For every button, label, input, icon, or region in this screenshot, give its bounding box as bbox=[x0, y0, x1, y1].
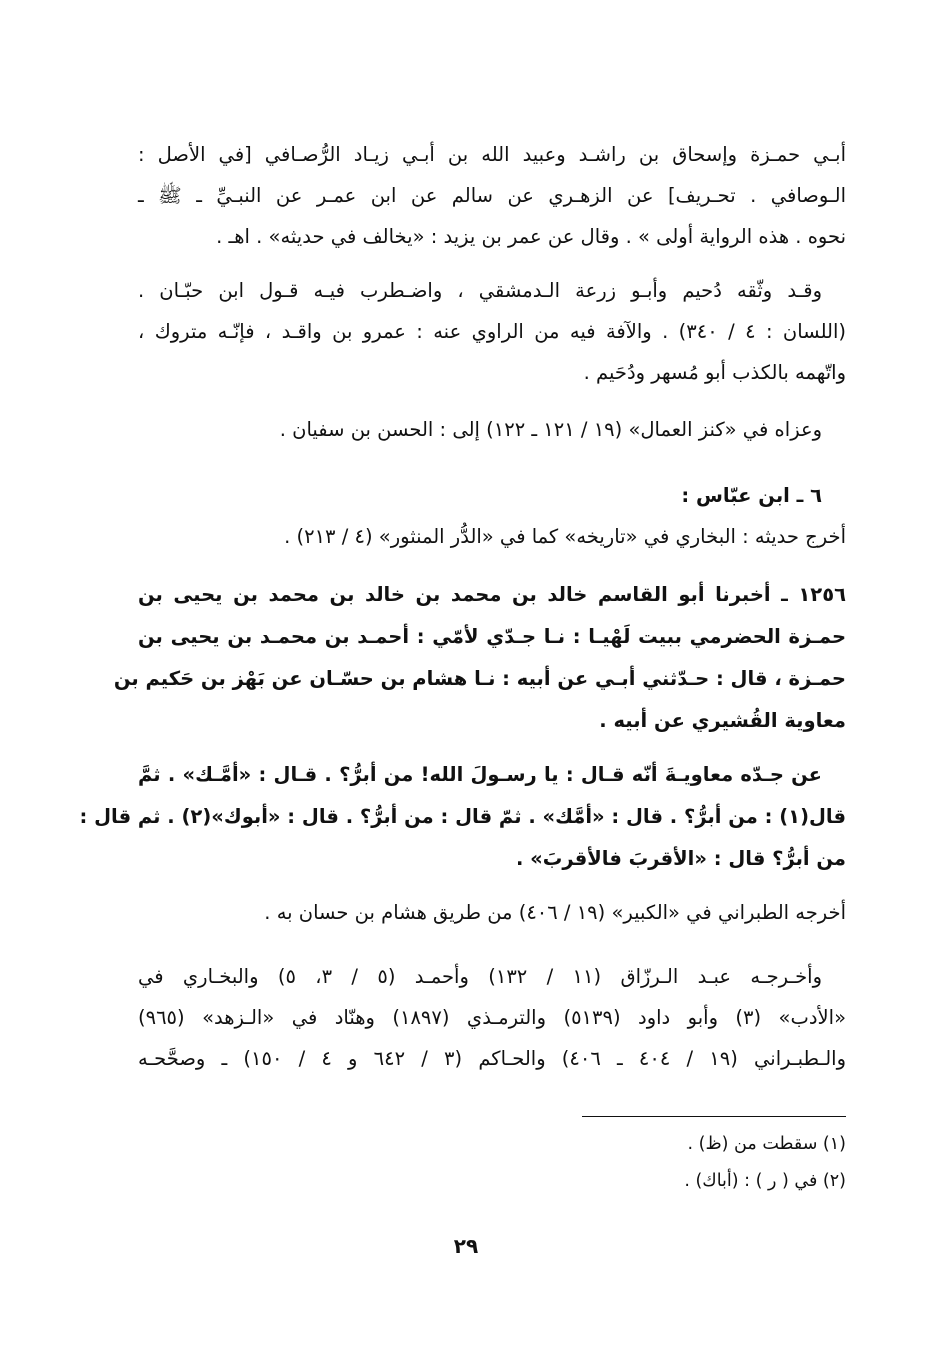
footnote-divider bbox=[582, 1116, 846, 1117]
footnote: (١) سقطت من (ظ) . bbox=[687, 1134, 846, 1154]
hadith-line: عن جـدّه معاويـةَ أنّه قـال : يا رسـولَ الله! من أبرُّ؟ . قـال : «أمَّـك» . ثمَّ bbox=[138, 763, 822, 786]
hadith-line: قال(١) : من أبرُّ؟ . قال : «أمَّك» . ثمّ قال : من أبرُّ؟ . قال : «أبوك»(٢) . ثم قال : bbox=[79, 805, 846, 828]
text-line: (اللسان : ٤ / ٣٤٠) . والآفة فيه من الراوي عنه : عمرو بن واقـد ، فإنّـه متروك ، bbox=[138, 320, 847, 343]
text-line: أبـي حمـزة وإسحاق بن راشـد وعبيد الله بن أبـي زيـاد الرُّصـافي [في الأصل : bbox=[138, 143, 846, 166]
section-heading: ٦ ـ ابن عبّاس : bbox=[681, 484, 822, 507]
text-line: وعزاه في «كنز العمال» (١٩ / ١٢١ ـ ١٢٢) إلى : الحسن بن سفيان . bbox=[279, 418, 822, 441]
text-line: أخرجه الطبراني في «الكبير» (١٩ / ٤٠٦) من طريق هشام بن حسان به . bbox=[264, 901, 846, 924]
text-line: نحوه . هذه الرواية أولى » . وقال عن عمر بن يزيد : «يخالف في حديثه» . اهـ . bbox=[216, 225, 846, 248]
text-line: والـطبـراني (١٩ / ٤٠٤ ـ ٤٠٦) والحـاكم (٣ / ٦٤٢ و ٤ / ١٥٠) ـ وصحَّحـه bbox=[138, 1047, 846, 1070]
text-line: الـوصافي . تحـريف] عن الزهـري عن سالم عن ابن عمـر عن النبـيِّ ـ ﷺ ـ bbox=[138, 184, 846, 207]
hadith-line: ١٢٥٦ ـ أخبرنا أبو القاسم خالد بن محمد بن خالد بن محمد بن يحيى بن bbox=[138, 583, 846, 606]
text-line: وقـد وثّقه دُحيم وأبـو زرعة الـدمشقي ، واضـطرب فيـه قـول ابن حبّـان . bbox=[138, 279, 822, 302]
footnote: (٢) في ( ر ) : (أباك) . bbox=[684, 1171, 846, 1191]
hadith-line: معاوية القُشيري عن أبيه . bbox=[599, 709, 846, 732]
text-line: أخرج حديثه : البخاري في «تاريخه» كما في «الدُّر المنثور» (٤ / ٢١٣) . bbox=[284, 525, 846, 548]
page-number: ٢٩ bbox=[453, 1234, 479, 1258]
text-line: واتّهمه بالكذب أبو مُسهر ودُحَيم . bbox=[583, 361, 846, 384]
text-line: «الأدب» (٣) وأبو داود (٥١٣٩) والترمـذي (١٨٩٧) وهنّاد في «الـزهد» (٩٦٥) bbox=[138, 1006, 846, 1029]
hadith-line: حمـزة الحضرمي ببيت لَهْيـا : نـا جـدّي لأمّي : أحمـد بن محمـد بن يحيى بن bbox=[138, 625, 846, 648]
hadith-line: من أبرُّ؟ قال : «الأقربَ فالأقربَ» . bbox=[515, 847, 846, 870]
hadith-line: حمـزة ، قال : حـدّثني أبـي عن أبيه : نـا هشام بن حسّـان عن بَهْز بن حَكيم بن bbox=[113, 667, 846, 690]
text-line: وأخـرجـه عبـد الـرزّاق (١١ / ١٣٢) وأحمـد (٥ / ٣، ٥) والبخـاري في bbox=[138, 965, 822, 988]
